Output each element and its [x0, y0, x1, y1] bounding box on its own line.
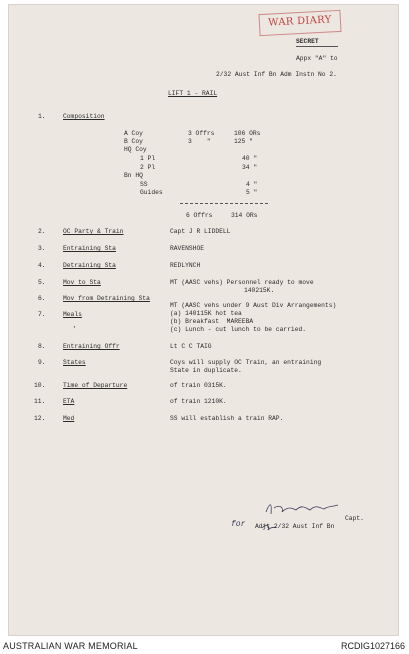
comp-ors: 5 " — [246, 189, 258, 196]
comp-unit: B Coy — [124, 138, 143, 145]
comp-offrs: 3 " — [188, 138, 211, 145]
item-value-cont: (b) Breakfast MAREEBA — [170, 318, 254, 325]
instruction-reference: 2/32 Aust Inf Bn Adm Instn No 2. — [216, 71, 337, 78]
comp-ors: 4 " — [246, 181, 258, 188]
item-label: ETA — [63, 398, 75, 405]
comp-ors: 106 ORs — [234, 130, 261, 137]
war-diary-stamp: WAR DIARY — [258, 10, 341, 36]
item-number: 11. — [34, 398, 46, 405]
archive-name: AUSTRALIAN WAR MEMORIAL — [3, 641, 138, 651]
item-value: MT (AASC vehs under 9 Aust Div Arrangements) — [170, 302, 337, 309]
secret-underline — [296, 46, 338, 47]
total-offrs: 6 Offrs — [186, 212, 213, 219]
item-value: Capt J R LIDDELL — [170, 228, 231, 235]
comp-unit: Bn HQ — [124, 172, 143, 179]
item-number: 2. — [38, 228, 46, 235]
comp-unit: 2 Pl — [140, 164, 156, 171]
item-value-cont: 140215K. — [244, 287, 275, 294]
comp-ors: 34 " — [242, 164, 258, 171]
comp-unit: Guides — [140, 189, 163, 196]
totals-rule — [180, 203, 268, 204]
item-value-cont: State in duplicate. — [170, 367, 242, 374]
stray-mark: , — [73, 322, 77, 329]
item-label: Mov from Detraining Sta — [63, 295, 150, 302]
item-number: 1. — [38, 113, 46, 120]
item-label: OC Party & Train — [63, 228, 124, 235]
item-number: 3. — [38, 245, 46, 252]
item-value-cont: (c) Lunch - cut lunch to be carried. — [170, 326, 307, 333]
signature-for-mark: for — [231, 520, 246, 529]
item-number: 10. — [34, 382, 46, 389]
signatory-rank: Capt. — [345, 515, 364, 522]
item-number: 4. — [38, 262, 46, 269]
security-classification: SECRET — [296, 38, 319, 45]
item-label: States — [63, 359, 86, 366]
item-label: Entraining Offr — [63, 343, 120, 350]
item-number: 7. — [38, 311, 46, 318]
item-number: 6. — [38, 295, 46, 302]
item-number: 5. — [38, 279, 46, 286]
archive-footer — [0, 638, 409, 654]
item-number: 9. — [38, 359, 46, 366]
item-value: (a) 140115K hot tea — [170, 310, 242, 317]
comp-unit: SS — [140, 181, 148, 188]
comp-unit: HQ Coy — [124, 146, 147, 153]
item-value: MT (AASC vehs) Personnel ready to move — [170, 279, 314, 286]
item-label: Meals — [63, 311, 82, 318]
comp-unit: A Coy — [124, 130, 143, 137]
item-label: Med — [63, 415, 75, 422]
item-label: Entraining Sta — [63, 245, 116, 252]
item-label: Detraining Sta — [63, 262, 116, 269]
comp-offrs: 3 Offrs — [188, 130, 215, 137]
item-value: Coys will supply OC Train, an entraining — [170, 359, 322, 366]
item-value: of train 1210K. — [170, 398, 227, 405]
item-number: 8. — [38, 343, 46, 350]
item-value: of train 0315K. — [170, 382, 227, 389]
comp-ors: 40 " — [242, 155, 258, 162]
archive-record-id: RCDIG1027166 — [340, 641, 405, 651]
item-label: Mov to Sta — [63, 279, 101, 286]
item-value: RAVENSHOE — [170, 245, 205, 252]
signatory-appointment: Adjt 2/32 Aust Inf Bn — [255, 523, 335, 530]
page-title: LIFT 1 - RAIL — [168, 90, 218, 97]
handwritten-signature — [262, 498, 352, 536]
appendix-label: Appx "A" to — [296, 55, 338, 62]
item-number: 12. — [34, 415, 46, 422]
item-label: Time of Departure — [63, 382, 128, 389]
total-ors: 314 ORs — [231, 212, 258, 219]
comp-unit: 1 Pl — [140, 155, 156, 162]
item-label-composition: Composition — [63, 113, 105, 120]
item-value: REDLYNCH — [170, 262, 201, 269]
item-value: SS will establish a train RAP. — [170, 415, 284, 422]
item-value: Lt C C TAIG — [170, 343, 212, 350]
comp-ors: 125 " — [234, 138, 253, 145]
